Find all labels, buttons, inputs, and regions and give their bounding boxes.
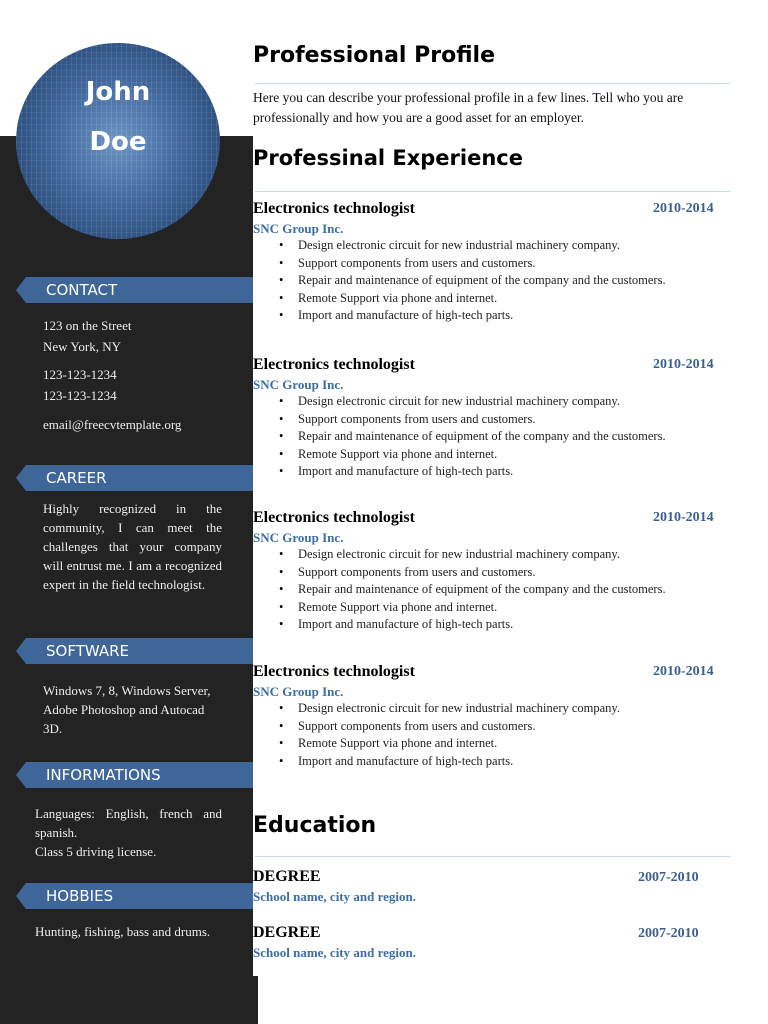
software-text: Windows 7, 8, Windows Server, Adobe Photoshop and Autocad 3D. (43, 683, 211, 736)
job-company: SNC Group Inc. (253, 221, 344, 236)
job-duty: • Import and manufacture of high-tech parts. (298, 307, 666, 325)
education-degree: DEGREE (253, 868, 321, 885)
first-name: John (85, 77, 151, 107)
job-duties-list (253, 393, 666, 481)
job-years: 2010-2014 (653, 510, 714, 525)
job-title: Electronics technologist (253, 200, 415, 217)
experience-heading: Professinal Experience (253, 146, 523, 170)
informations-license: Class 5 driving license. (35, 844, 157, 859)
profile-text: Here you can describe your professional profile in a few lines. Tell who you are professionally and how you are a good asset for an employer. (253, 90, 684, 125)
hobbies-heading: HOBBIES (26, 883, 253, 909)
hobbies-text: Hunting, fishing, bass and drums. (35, 924, 211, 939)
job-duty: • Repair and maintenance of equipment of the company and the customers. (298, 581, 666, 599)
contact-heading: CONTACT (26, 277, 253, 303)
contact-address-line-2: New York, NY (43, 339, 122, 354)
job-duty: • Remote Support via phone and internet. (298, 599, 666, 617)
job-duty: • Design electronic circuit for new industrial machinery company. (298, 546, 666, 564)
profile-rule (255, 83, 730, 84)
informations-languages: Languages: English, french and spanish. (35, 806, 222, 840)
job-duty: • Remote Support via phone and internet. (298, 446, 666, 464)
software-heading: SOFTWARE (26, 638, 253, 664)
name-badge-circle (16, 43, 220, 239)
job-duties-list (253, 237, 666, 325)
job-company: SNC Group Inc. (253, 530, 344, 545)
job-title: Electronics technologist (253, 356, 415, 373)
job-company: SNC Group Inc. (253, 684, 344, 699)
job-duty: • Support components from users and customers. (298, 718, 620, 736)
career-heading: CAREER (26, 465, 253, 491)
job-duty: • Design electronic circuit for new industrial machinery company. (298, 237, 666, 255)
education-degree: DEGREE (253, 924, 321, 941)
job-duty: • Support components from users and customers. (298, 564, 666, 582)
job-title: Electronics technologist (253, 509, 415, 526)
job-duty: • Import and manufacture of high-tech parts. (298, 753, 620, 771)
contact-email[interactable]: email@freecvtemplate.org (43, 417, 182, 432)
education-school: School name, city and region. (253, 889, 416, 904)
profile-heading: Professional Profile (253, 43, 495, 68)
job-duty: • Import and manufacture of high-tech parts. (298, 463, 666, 481)
contact-phone-2: 123-123-1234 (43, 388, 117, 403)
job-years: 2010-2014 (653, 201, 714, 216)
job-duty: • Repair and maintenance of equipment of the company and the customers. (298, 272, 666, 290)
experience-rule (255, 191, 730, 192)
job-duty: • Design electronic circuit for new industrial machinery company. (298, 700, 620, 718)
education-heading: Education (253, 813, 377, 838)
informations-heading: INFORMATIONS (26, 762, 253, 788)
contact-phone-1: 123-123-1234 (43, 367, 117, 382)
education-years: 2007-2010 (638, 870, 699, 885)
education-school: School name, city and region. (253, 945, 416, 960)
education-rule (255, 856, 730, 857)
last-name: Doe (89, 127, 147, 157)
job-title: Electronics technologist (253, 663, 415, 680)
job-duty: • Design electronic circuit for new industrial machinery company. (298, 393, 666, 411)
job-duty: • Support components from users and customers. (298, 411, 666, 429)
job-duties-list (253, 546, 666, 634)
job-duty: • Remote Support via phone and internet. (298, 290, 666, 308)
job-duty: • Import and manufacture of high-tech parts. (298, 616, 666, 634)
job-years: 2010-2014 (653, 664, 714, 679)
contact-address-line-1: 123 on the Street (43, 318, 132, 333)
job-duty: • Repair and maintenance of equipment of the company and the customers. (298, 428, 666, 446)
career-text: Highly recognized in the community, I can meet the challenges that your company will entrust me. I am a recognized expert in the field technologist. (43, 501, 222, 592)
job-company: SNC Group Inc. (253, 377, 344, 392)
job-duties-list (253, 700, 620, 770)
job-duty: • Support components from users and customers. (298, 255, 666, 273)
sidebar-footer-block (0, 976, 258, 1024)
job-years: 2010-2014 (653, 357, 714, 372)
education-years: 2007-2010 (638, 926, 699, 941)
job-duty: • Remote Support via phone and internet. (298, 735, 620, 753)
